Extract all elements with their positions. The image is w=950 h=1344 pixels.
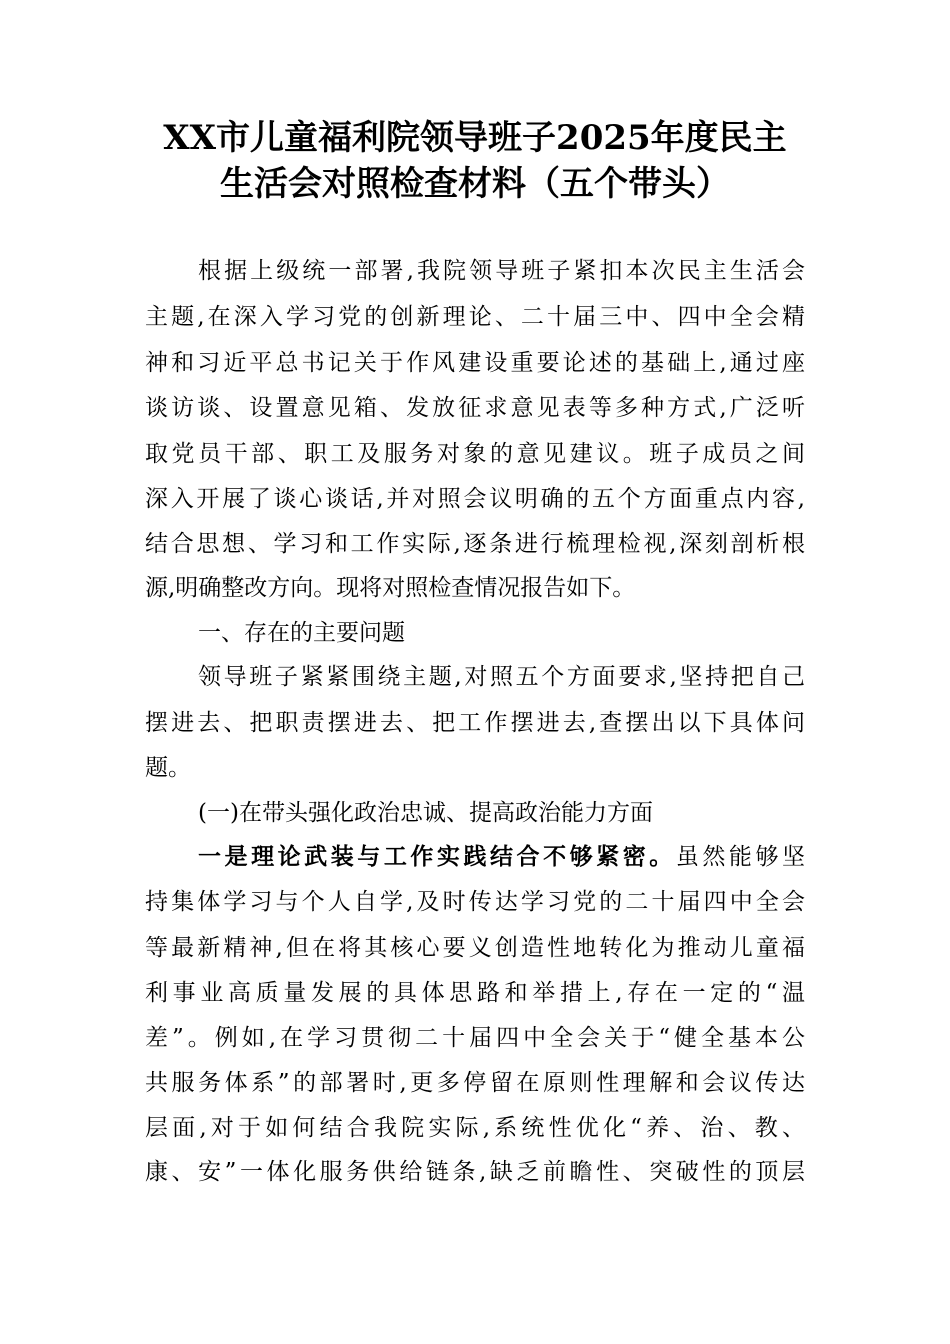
intro-line: 源,明确整改方向。现将对照检查情况报告如下。 bbox=[145, 575, 636, 601]
document-title-line-2: 生活会对照检查材料（五个带头） bbox=[220, 164, 730, 204]
intro-line: 深入开展了谈心谈话,并对照会议明确的五个方面重点内容, bbox=[145, 486, 805, 512]
intro-line: 主题,在深入学习党的创新理论、二十届三中、四中全会精 bbox=[145, 304, 805, 330]
point-line: 康、安”一体化服务供给链条,缺乏前瞻性、突破性的顶层 bbox=[145, 1159, 805, 1185]
section-line: 题。 bbox=[145, 755, 191, 781]
point-first-line bbox=[198, 840, 805, 874]
intro-line: 谈访谈、设置意见箱、发放征求意见表等多种方式,广泛听 bbox=[145, 395, 805, 421]
section-heading: 一、存在的主要问题 bbox=[198, 620, 405, 646]
point-line: 层面,对于如何结合我院实际,系统性优化“养、治、教、 bbox=[145, 1115, 805, 1141]
intro-line: 神和习近平总书记关于作风建设重要论述的基础上,通过座 bbox=[145, 350, 805, 376]
point-lead-rest: 虽然能够坚 bbox=[675, 844, 806, 870]
point-line: 差”。例如,在学习贯彻二十届四中全会关于“健全基本公 bbox=[145, 1025, 805, 1051]
document-title-line-1: XX市儿童福利院领导班子2025年度民主 bbox=[163, 118, 787, 158]
intro-line: 取党员干部、职工及服务对象的意见建议。班子成员之间 bbox=[145, 441, 805, 467]
point-line: 利事业高质量发展的具体思路和举措上,存在一定的“温 bbox=[145, 980, 805, 1006]
point-line: 持集体学习与个人自学,及时传达学习党的二十届四中全会 bbox=[145, 889, 805, 915]
point-line: 共服务体系”的部署时,更多停留在原则性理解和会议传达 bbox=[145, 1070, 805, 1096]
intro-line: 结合思想、学习和工作实际,逐条进行梳理检视,深刻剖析根 bbox=[145, 531, 805, 557]
section-line: 摆进去、把职责摆进去、把工作摆进去,查摆出以下具体问 bbox=[145, 710, 805, 736]
point-bold-lead: 一是理论武装与工作实践结合不够紧密。 bbox=[198, 843, 676, 870]
point-line: 等最新精神,但在将其核心要义创造性地转化为推动儿童福 bbox=[145, 935, 805, 961]
section-line: 领导班子紧紧围绕主题,对照五个方面要求,坚持把自己 bbox=[198, 664, 805, 690]
intro-line: 根据上级统一部署,我院领导班子紧扣本次民主生活会 bbox=[198, 258, 805, 284]
subsection-heading: (一)在带头强化政治忠诚、提高政治能力方面 bbox=[198, 800, 653, 826]
